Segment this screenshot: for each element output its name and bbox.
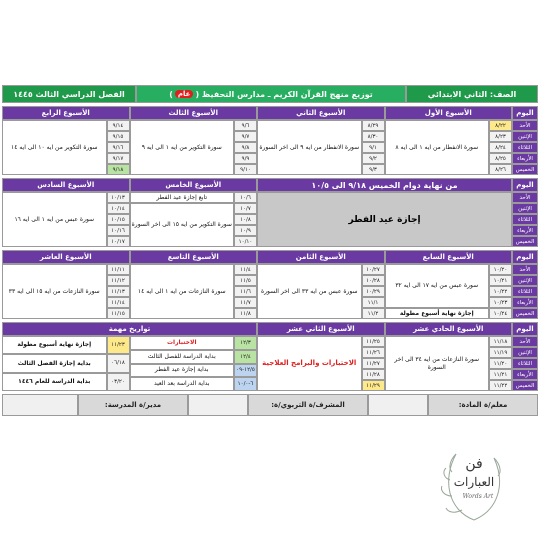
day-name: الأربعاء	[512, 225, 538, 236]
principal-label: مدير/ة المدرسة:	[78, 394, 188, 416]
dates-column	[489, 336, 512, 391]
week-content: سورة التكوير من ايه ١٥ الى اخر السورة	[130, 203, 235, 247]
date-cell: ١١/١١	[107, 264, 130, 275]
logo-line2: العبارات	[453, 475, 495, 489]
dates-column	[107, 264, 130, 319]
week-name: الأسبوع العاشر	[39, 253, 92, 261]
day-name: الثلاثاء	[512, 142, 538, 153]
plan-sheet	[2, 85, 538, 416]
content-column	[257, 264, 362, 319]
date-cell: ١١/١٩	[489, 347, 512, 358]
date-cell: ١١/١٨	[489, 336, 512, 347]
dates-column	[234, 264, 257, 319]
week-col	[385, 322, 513, 391]
week-block	[385, 250, 513, 319]
week-body	[130, 120, 258, 175]
date-cell: ٩/٨	[234, 142, 257, 153]
date-cell: ١٠/٢٩	[362, 286, 385, 297]
date-cell: ١١/٨	[234, 308, 257, 319]
important-row	[130, 377, 258, 391]
date-cell: ٨/٢٣	[489, 131, 512, 142]
date-cell: ٩/١٧	[107, 153, 130, 164]
week-content: سورة التكوير من ايه ١٠ الى ايه ١٤	[2, 120, 107, 175]
date-cell: ٩/١	[362, 142, 385, 153]
date-cell: ١٠/١٠	[234, 236, 257, 247]
important-row	[130, 336, 258, 350]
week-content: سورة عبس من ايه ١٧ الى ايه ٣٢	[385, 264, 490, 308]
day-column	[512, 178, 538, 247]
week-content: سورة النازعات من ايه ١٥ الى ايه ٣٣	[2, 264, 107, 319]
section-3	[2, 250, 538, 319]
date-cell: ٩/٧	[234, 131, 257, 142]
date-cell: ١١/٢١	[489, 369, 512, 380]
dates-column	[234, 120, 257, 175]
important-text: بداية إجازة الفصل الثالث	[2, 354, 107, 372]
content-column	[385, 120, 490, 175]
week-name: الأسبوع الثالث	[168, 109, 219, 117]
week-name: الأسبوع الحادي عشر	[413, 325, 484, 333]
date-cell: ١١/١٥	[107, 308, 130, 319]
date-cell: ١٠/٢٣	[489, 297, 512, 308]
day-name: الأحد	[512, 264, 538, 275]
words-art-logo	[438, 440, 510, 524]
week-name: الأسبوع الخامس	[165, 181, 222, 189]
week-col	[257, 106, 385, 175]
day-name: الثلاثاء	[512, 286, 538, 297]
footer-row	[2, 394, 538, 416]
week-content: سورة النازعات من ايه ٣٤ الى اخر السورة	[385, 336, 490, 391]
week-name: الأسبوع السابع	[422, 253, 474, 261]
week-col	[257, 250, 385, 319]
week-header	[130, 106, 258, 120]
week-col	[385, 250, 513, 319]
date-cell: ١١/٢٧	[362, 358, 385, 369]
day-name: الأحد	[512, 192, 538, 203]
week-block	[130, 106, 258, 175]
section-4	[2, 322, 538, 391]
weeks-wrap	[2, 250, 512, 319]
week-body	[2, 120, 130, 175]
date-cell: ١٠/٢٠	[489, 264, 512, 275]
date-cell: ٨/٢٥	[489, 153, 512, 164]
day-header: اليوم	[512, 178, 538, 192]
important-date: ١٢/٤	[234, 350, 257, 364]
week-body	[257, 120, 385, 175]
dates-column	[362, 120, 385, 175]
date-cell: ١١/٧	[234, 297, 257, 308]
day-header: اليوم	[512, 250, 538, 264]
holiday-block	[257, 178, 512, 247]
date-cell: ٩/٢	[362, 153, 385, 164]
plan-title-close: )	[169, 89, 173, 99]
day-name: الإثنين	[512, 275, 538, 286]
week-header	[385, 106, 513, 120]
important-row	[2, 336, 130, 354]
holiday-header: من نهاية دوام الخميس ٩/١٨ الى ١٠/٥	[257, 178, 512, 192]
important-row	[130, 364, 258, 378]
week-body	[257, 336, 385, 391]
principal-field[interactable]	[2, 394, 78, 416]
dates-column	[489, 120, 512, 175]
date-cell: ١١/٤	[234, 264, 257, 275]
day-name: الخميس	[512, 308, 538, 319]
important-text: بداية الدراسة للفصل الثالث	[130, 350, 235, 364]
week-header	[130, 178, 258, 192]
date-cell: ٩/١٨	[107, 164, 130, 175]
week-block	[130, 250, 258, 319]
week-block	[2, 250, 130, 319]
day-column	[512, 250, 538, 319]
day-name: الإثنين	[512, 131, 538, 142]
day-column	[512, 106, 538, 175]
week-col	[2, 178, 130, 247]
week-col	[385, 106, 513, 175]
dates-column	[489, 264, 512, 319]
week-body	[2, 264, 130, 319]
week-name: الأسبوع الثاني عشر	[286, 325, 355, 333]
dates-column	[107, 120, 130, 175]
week-content: سورة الانفطار من ايه ١ الى ايه ٨	[385, 120, 490, 175]
logo-line3: Words Art	[462, 493, 494, 500]
week-col	[2, 250, 130, 319]
week-col	[257, 322, 385, 391]
day-name: الأربعاء	[512, 297, 538, 308]
section-1	[2, 106, 538, 175]
week-col	[130, 250, 258, 319]
title-row	[2, 85, 538, 103]
week-name: الأسبوع الثاني	[296, 109, 346, 117]
type-badge: عام	[175, 90, 194, 98]
week-block	[257, 250, 385, 319]
date-cell: ١١/١٢	[107, 275, 130, 286]
week-header	[2, 106, 130, 120]
date-cell: ٨/٢٢	[489, 120, 512, 131]
week-col	[2, 106, 130, 175]
important-text: بداية إجازة عيد الفطر	[130, 364, 235, 378]
important-row	[130, 350, 258, 364]
date-cell: ١٠/٨	[234, 214, 257, 225]
important-text: الاختبارات	[130, 336, 235, 350]
date-cell: ٩/٩	[234, 153, 257, 164]
day-name: الثلاثاء	[512, 214, 538, 225]
day-name: الإثنين	[512, 203, 538, 214]
week-name: الأسبوع السادس	[37, 181, 95, 189]
important-grid	[2, 336, 257, 391]
day-name: الخميس	[512, 380, 538, 391]
important-date: ١٢/٥-٠٩	[234, 364, 257, 378]
week-content: سورة التكوير من ايه ١ الى ايه ٩	[130, 120, 235, 175]
content-column	[385, 336, 490, 391]
week-name: الأسبوع الثامن	[295, 253, 346, 261]
date-cell: ١٠/٩	[234, 225, 257, 236]
week-content: سورة عبس من ايه ١ الى ايه ١٦	[2, 192, 107, 247]
week-block	[2, 106, 130, 175]
date-cell: ١٠/١٤	[107, 203, 130, 214]
date-cell: ١١/٢	[362, 308, 385, 319]
sections	[2, 106, 538, 391]
date-cell: ١١/٢٦	[362, 347, 385, 358]
week-content: سورة الانفطار من ايه ٩ الى اخر السورة	[257, 120, 362, 175]
week-name: الأسبوع التاسع	[167, 253, 219, 261]
day-column	[512, 322, 538, 391]
week-note: تابع إجازة عيد الفطر	[130, 192, 235, 203]
date-cell: ١٠/١٦	[107, 225, 130, 236]
week-body	[130, 192, 258, 247]
week-header	[130, 250, 258, 264]
date-cell: ٩/١٥	[107, 131, 130, 142]
date-cell: ١٠/٢٢	[489, 286, 512, 297]
dates-column	[362, 336, 385, 391]
plan-title	[136, 85, 406, 103]
grade-title: الصف: الثاني الابتدائي	[406, 85, 538, 103]
week-content: سورة النازعات من ايه ١ الى ايه ١٤	[130, 264, 235, 319]
date-cell: ٩/٦	[234, 120, 257, 131]
date-cell: ٩/٣	[362, 164, 385, 175]
plan-title-text: توزيع منهج القرآن الكريم ـ مدارس التحفيظ (	[195, 89, 373, 99]
important-left	[2, 336, 130, 391]
date-cell: ١٠/٦	[234, 192, 257, 203]
day-name: الخميس	[512, 236, 538, 247]
week-col	[130, 178, 258, 247]
week-body	[130, 264, 258, 319]
important-date: ٠٦/١٨	[107, 354, 130, 372]
content-column	[2, 120, 107, 175]
week-header	[257, 250, 385, 264]
week-name: الأسبوع الأول	[424, 109, 472, 117]
week-content: الاختبارات والبرامج العلاجية	[257, 336, 362, 391]
day-header: اليوم	[512, 322, 538, 336]
date-cell: ٩/١٦	[107, 142, 130, 153]
supervisor-field[interactable]	[188, 394, 248, 416]
content-column	[2, 192, 107, 247]
date-cell: ١١/٦	[234, 286, 257, 297]
important-row	[2, 354, 130, 372]
content-column	[2, 264, 107, 319]
week-body	[2, 192, 130, 247]
week-header	[257, 106, 385, 120]
date-cell: ٨/٣٠	[362, 131, 385, 142]
date-cell: ١٠/٢٤	[489, 308, 512, 319]
section-2	[2, 178, 538, 247]
week-block	[385, 322, 513, 391]
date-cell: ٩/١٠	[234, 164, 257, 175]
content-column	[257, 120, 362, 175]
important-date: ٦-١٠/٠	[234, 377, 257, 391]
date-cell: ١١/٢٢	[489, 380, 512, 391]
week-block	[257, 106, 385, 175]
date-cell: ٨/٢٤	[489, 142, 512, 153]
week-block	[2, 178, 130, 247]
important-text: بداية الدراسة بعد العيد	[130, 377, 235, 391]
important-text: بداية الدراسة للعام ١٤٤٦	[2, 373, 107, 391]
date-cell: ١١/٢٨	[362, 369, 385, 380]
day-name: الأحد	[512, 120, 538, 131]
weeks-wrap	[2, 178, 512, 247]
weeks-wrap	[2, 322, 512, 391]
content-column	[257, 336, 362, 391]
content-column	[130, 264, 235, 319]
important-right	[130, 336, 258, 391]
teacher-label: معلم/ة المادة:	[428, 394, 538, 416]
logo-line1: فن	[465, 456, 483, 472]
term-title: الفصل الدراسي الثالث ١٤٤٥	[2, 85, 136, 103]
important-text: إجازة نهاية أسبوع مطولة	[2, 336, 107, 354]
dates-column	[107, 192, 130, 247]
date-cell: ١٠/١٣	[107, 192, 130, 203]
week-block	[130, 178, 258, 247]
content-column	[385, 264, 490, 319]
week-block	[385, 106, 513, 175]
week-header	[385, 322, 513, 336]
week-body	[385, 120, 513, 175]
date-cell: ١٠/٧	[234, 203, 257, 214]
dates-column	[362, 264, 385, 319]
week-block	[257, 322, 385, 391]
day-name: الإثنين	[512, 347, 538, 358]
date-cell: ٩/١٤	[107, 120, 130, 131]
date-cell: ١١/٢٥	[362, 336, 385, 347]
week-col	[130, 106, 258, 175]
date-cell: ١١/١٤	[107, 297, 130, 308]
date-cell: ٨/٢٦	[489, 164, 512, 175]
week-header	[385, 250, 513, 264]
week-body	[385, 336, 513, 391]
content-column	[130, 192, 235, 247]
important-header: تواريخ مهمة	[2, 322, 257, 336]
date-cell: ١٠/٢٨	[362, 275, 385, 286]
date-cell: ١١/٥	[234, 275, 257, 286]
content-column	[130, 120, 235, 175]
week-note: إجازة نهاية أسبوع مطولة	[385, 308, 490, 319]
week-content: سورة عبس من ايه ٣٣ الى اخر السورة	[257, 264, 362, 319]
dates-column	[234, 192, 257, 247]
date-cell: ١٠/١٧	[107, 236, 130, 247]
date-cell: ١٠/٢٧	[362, 264, 385, 275]
holiday-text: إجازة عيد الفطر	[257, 192, 512, 247]
important-date: ١٢/٣	[234, 336, 257, 350]
date-cell: ١١/٢٩	[362, 380, 385, 391]
date-cell: ٨/٢٩	[362, 120, 385, 131]
day-name: الخميس	[512, 164, 538, 175]
important-dates	[2, 322, 257, 391]
date-cell: ١٠/٢١	[489, 275, 512, 286]
week-body	[257, 264, 385, 319]
important-row	[2, 373, 130, 391]
date-cell: ١١/١	[362, 297, 385, 308]
teacher-field[interactable]	[368, 394, 428, 416]
week-header	[2, 178, 130, 192]
date-cell: ١١/١٣	[107, 286, 130, 297]
date-cell: ١١/٢٠	[489, 358, 512, 369]
date-cell: ١٠/١٥	[107, 214, 130, 225]
important-date: ١١/٢٣	[107, 336, 130, 354]
week-header	[2, 250, 130, 264]
week-body	[385, 264, 513, 319]
day-name: الأربعاء	[512, 369, 538, 380]
important-date: ٠٣/٢٠	[107, 373, 130, 391]
day-header: اليوم	[512, 106, 538, 120]
week-name: الأسبوع الرابع	[41, 109, 90, 117]
weeks-wrap	[2, 106, 512, 175]
day-name: الثلاثاء	[512, 358, 538, 369]
day-name: الأربعاء	[512, 153, 538, 164]
week-header	[257, 322, 385, 336]
day-name: الأحد	[512, 336, 538, 347]
supervisor-label: المشرف/ة التربوي/ة:	[248, 394, 368, 416]
